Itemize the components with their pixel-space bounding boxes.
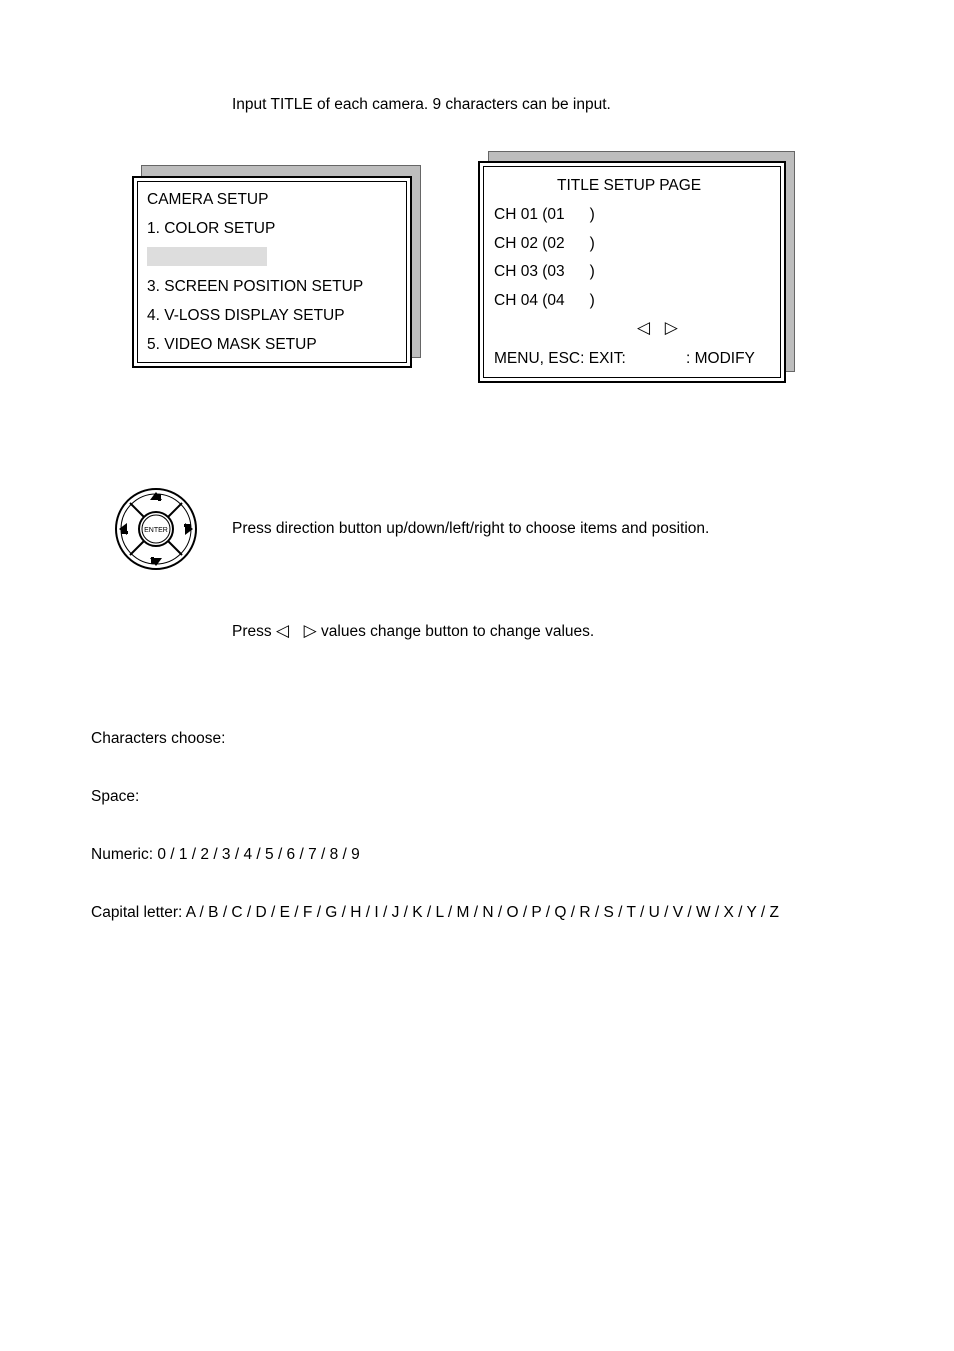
footer-exit: MENU, ESC: EXIT: — [494, 350, 626, 367]
channel-label: CH 02 (02 — [494, 235, 565, 252]
channel-row[interactable] — [494, 292, 595, 310]
menu-item-screen-position-setup[interactable]: 3. SCREEN POSITION SETUP — [147, 278, 364, 295]
intro-text: Input TITLE of each camera. 9 characters can be input. — [232, 96, 611, 113]
channel-row[interactable] — [494, 235, 595, 253]
channel-close: ) — [589, 292, 595, 309]
channel-label: CH 04 (04 — [494, 292, 565, 309]
camera-setup-menu — [132, 176, 412, 368]
channel-close: ) — [589, 263, 595, 280]
arrow-pair — [637, 318, 678, 338]
keypad-enter-label: ENTER — [144, 527, 168, 534]
space-label: Space: — [91, 788, 140, 805]
channel-row[interactable] — [494, 206, 595, 224]
left-arrow-icon: ◁ — [275, 621, 290, 640]
menu-item-selected-highlight[interactable] — [147, 247, 267, 266]
menu-item-color-setup[interactable]: 1. COLOR SETUP — [147, 220, 276, 237]
menu-item-vloss-display-setup[interactable]: 4. V-LOSS DISPLAY SETUP — [147, 307, 345, 324]
right-arrow-icon: ▷ — [303, 621, 317, 640]
channel-row[interactable] — [494, 263, 595, 281]
channel-close: ) — [589, 235, 595, 252]
values-instructions: Press ◁ ▷ values change button to change values. — [232, 621, 595, 640]
title-page-heading: TITLE SETUP PAGE — [557, 177, 702, 194]
right-arrow-icon: ▷ — [664, 318, 678, 337]
left-arrow-icon: ◁ — [637, 318, 651, 337]
camera-menu-title: CAMERA SETUP — [147, 191, 269, 208]
channel-label: CH 01 (01 — [494, 206, 565, 223]
menu-item-video-mask-setup[interactable]: 5. VIDEO MASK SETUP — [147, 336, 317, 353]
channel-label: CH 03 (03 — [494, 263, 565, 280]
characters-heading: Characters choose: — [91, 730, 226, 747]
direction-instructions: Press direction button up/down/left/right to choose items and position. — [232, 520, 710, 537]
direction-keypad-icon — [114, 487, 198, 571]
capital-letter-list: Capital letter: A / B / C / D / E / F / G / H / I / J / K / L / M / N / O / P / Q / R / S / T / U / V / W / X / Y / Z — [91, 904, 779, 921]
title-setup-page — [478, 161, 786, 383]
numeric-list: Numeric: 0 / 1 / 2 / 3 / 4 / 5 / 6 / 7 / 8 / 9 — [91, 846, 360, 863]
channel-close: ) — [589, 206, 595, 223]
footer-modify: : MODIFY — [686, 350, 755, 367]
